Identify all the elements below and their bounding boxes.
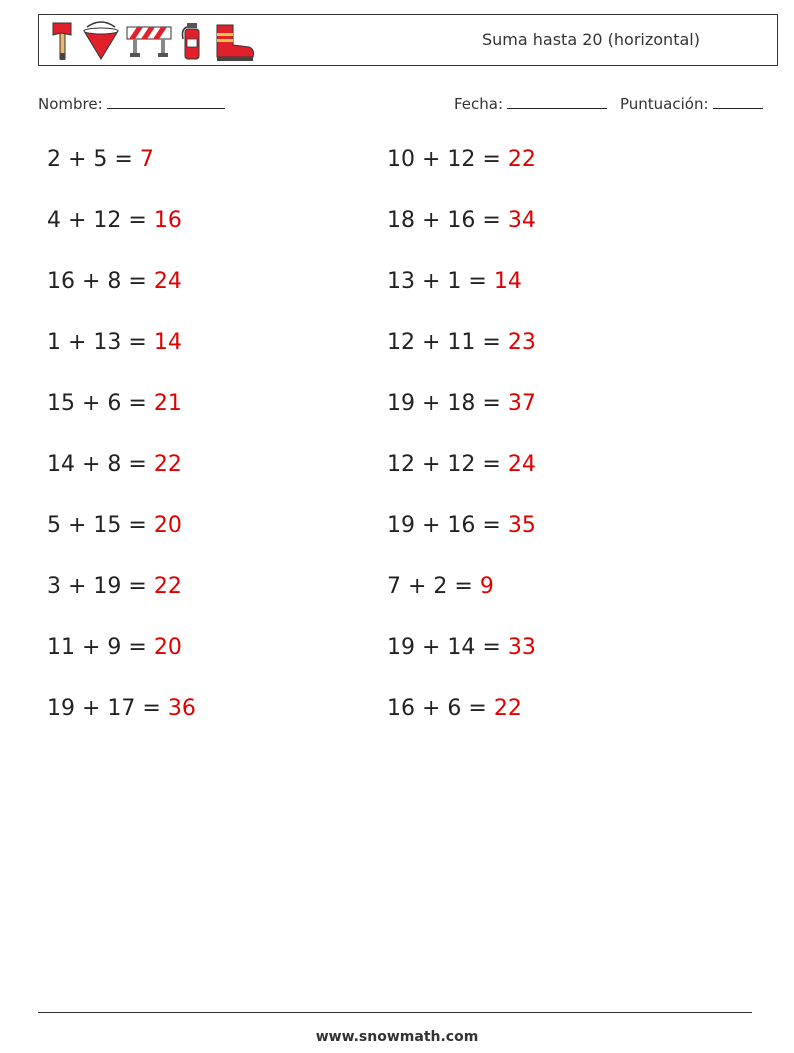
- problem-item: [47, 635, 182, 660]
- problem-answer: 37: [507, 391, 536, 416]
- header-icons: [49, 19, 257, 63]
- problem-answer: 9: [479, 574, 494, 599]
- problem-answer: 14: [493, 269, 522, 294]
- problem-item: [47, 208, 182, 233]
- problem-answer: 34: [507, 208, 536, 233]
- problem-answer: 24: [153, 269, 182, 294]
- problem-item: [387, 269, 522, 294]
- problem-question: 2 + 5 =: [47, 147, 140, 172]
- date-field: [454, 94, 607, 113]
- problem-answer: 36: [167, 696, 196, 721]
- problem-answer: 21: [153, 391, 182, 416]
- problem-question: 1 + 13 =: [47, 330, 154, 355]
- worksheet-header: [38, 14, 778, 66]
- problem-question: 3 + 19 =: [47, 574, 154, 599]
- worksheet-title: Suma hasta 20 (horizontal): [482, 30, 700, 49]
- fire-extinguisher-icon: [177, 19, 207, 63]
- problem-item: [47, 513, 182, 538]
- problem-question: 11 + 9 =: [47, 635, 154, 660]
- problem-item: [387, 208, 536, 233]
- problem-question: 14 + 8 =: [47, 452, 154, 477]
- problem-answer: 24: [507, 452, 536, 477]
- problem-item: [387, 391, 536, 416]
- date-label: Fecha:: [454, 95, 504, 113]
- problem-question: 5 + 15 =: [47, 513, 154, 538]
- problem-answer: 22: [153, 452, 182, 477]
- problem-answer: 14: [153, 330, 182, 355]
- problem-question: 19 + 16 =: [387, 513, 508, 538]
- problem-question: 4 + 12 =: [47, 208, 154, 233]
- problem-answer: 35: [507, 513, 536, 538]
- problem-item: [387, 452, 536, 477]
- score-line[interactable]: [713, 94, 763, 109]
- problem-question: 16 + 6 =: [387, 696, 494, 721]
- problem-answer: 23: [507, 330, 536, 355]
- problem-answer: 7: [139, 147, 154, 172]
- problem-item: [47, 696, 196, 721]
- problem-item: [47, 574, 182, 599]
- problem-item: [387, 330, 536, 355]
- problem-question: 15 + 6 =: [47, 391, 154, 416]
- problem-item: [47, 391, 182, 416]
- problem-answer: 20: [153, 513, 182, 538]
- problem-answer: 22: [507, 147, 536, 172]
- problem-item: [47, 269, 182, 294]
- road-barrier-icon: [125, 19, 173, 63]
- problem-answer: 16: [153, 208, 182, 233]
- problem-question: 16 + 8 =: [47, 269, 154, 294]
- problem-answer: 22: [153, 574, 182, 599]
- fire-boot-icon: [211, 19, 257, 63]
- problem-item: [387, 635, 536, 660]
- problem-question: 7 + 2 =: [387, 574, 480, 599]
- name-line[interactable]: [107, 94, 225, 109]
- problem-item: [47, 147, 154, 172]
- fire-bucket-icon: [81, 19, 121, 63]
- problem-item: [387, 574, 494, 599]
- problem-question: 12 + 11 =: [387, 330, 508, 355]
- problem-question: 12 + 12 =: [387, 452, 508, 477]
- problem-item: [387, 147, 536, 172]
- problem-question: 19 + 18 =: [387, 391, 508, 416]
- problem-question: 10 + 12 =: [387, 147, 508, 172]
- problem-item: [387, 696, 522, 721]
- problem-question: 19 + 14 =: [387, 635, 508, 660]
- problem-item: [47, 330, 182, 355]
- name-label: Nombre:: [38, 95, 103, 113]
- footer-site: www.snowmath.com: [315, 1029, 479, 1045]
- name-field: [38, 94, 225, 113]
- score-label: Puntuación:: [620, 95, 709, 113]
- problem-answer: 33: [507, 635, 536, 660]
- problem-item: [387, 513, 536, 538]
- fire-axe-icon: [49, 19, 77, 63]
- problem-answer: 22: [493, 696, 522, 721]
- problem-answer: 20: [153, 635, 182, 660]
- score-field: [620, 94, 763, 113]
- footer-divider: [38, 1012, 752, 1013]
- problem-item: [47, 452, 182, 477]
- problem-question: 18 + 16 =: [387, 208, 508, 233]
- date-line[interactable]: [507, 94, 607, 109]
- problem-question: 19 + 17 =: [47, 696, 168, 721]
- problem-question: 13 + 1 =: [387, 269, 494, 294]
